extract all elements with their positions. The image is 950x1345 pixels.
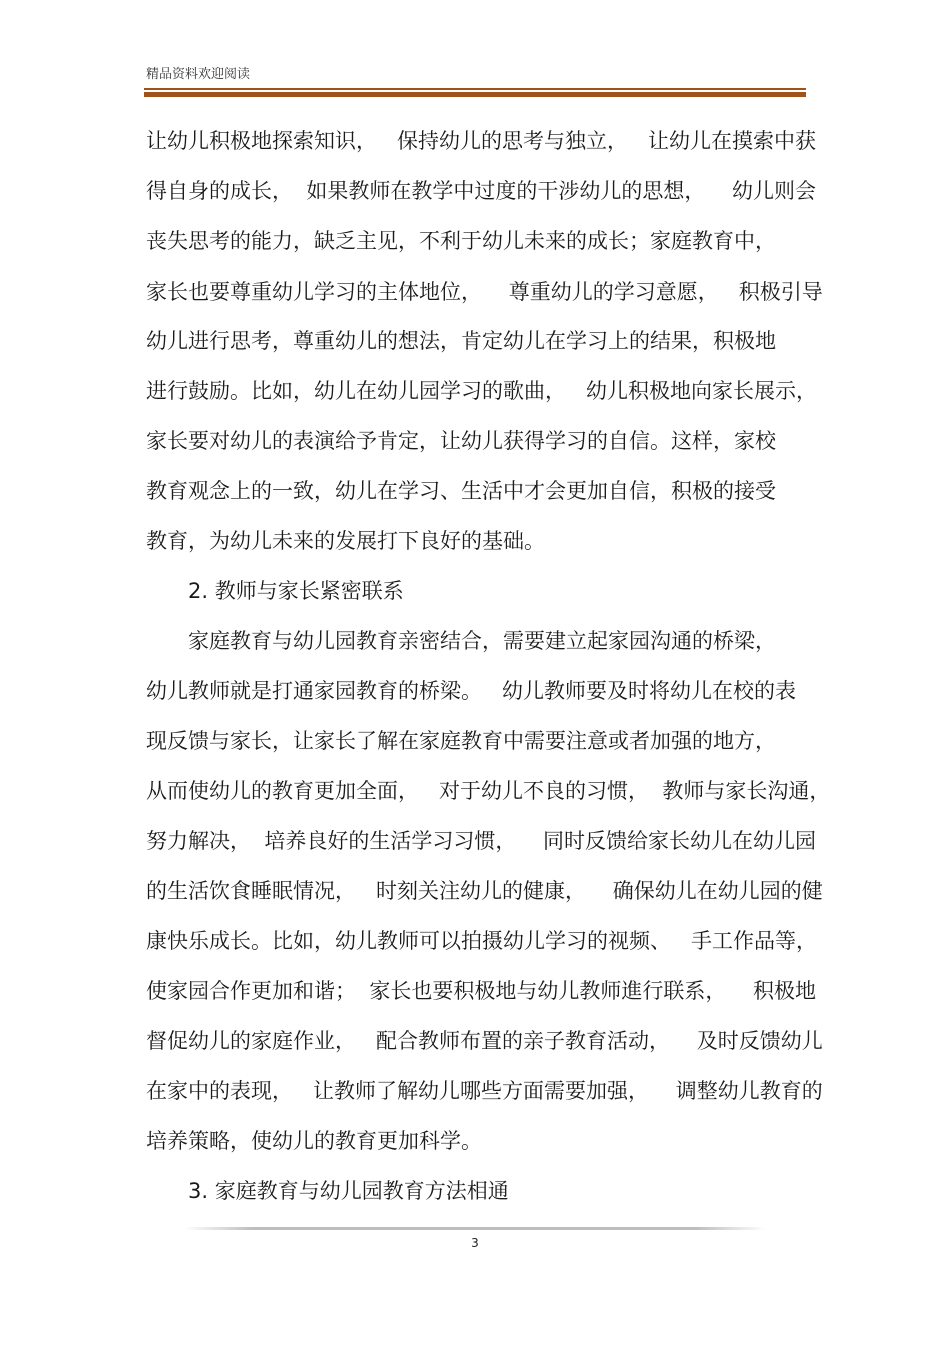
body-line: 教育观念上的一致，幼儿在学习、生活中才会更加自信，积极的接受 xyxy=(146,479,776,503)
body-line: 努力解决， 培养良好的生活学习习惯， 同时反馈给家长幼儿在幼儿园 xyxy=(146,829,817,853)
body-line: 丧失思考的能力，缺乏主见，不利于幼儿未来的成长；家庭教育中， xyxy=(146,229,776,253)
body-line: 督促幼儿的家庭作业， 配合教师布置的亲子教育活动， 及时反馈幼儿 xyxy=(146,1029,823,1053)
header-rule-thick xyxy=(144,92,806,97)
body-line: 培养策略，使幼儿的教育更加科学。 xyxy=(146,1129,482,1153)
body-line: 让幼儿积极地探索知识， 保持幼儿的思考与独立， 让幼儿在摸索中获 xyxy=(146,129,817,153)
body-line: 的生活饮食睡眠情况， 时刻关注幼儿的健康， 确保幼儿在幼儿园的健 xyxy=(146,879,823,903)
body-line: 家庭教育与幼儿园教育亲密结合，需要建立起家园沟通的桥梁， xyxy=(188,629,776,653)
body-line: 在家中的表现， 让教师了解幼儿哪些方面需要加强， 调整幼儿教育的 xyxy=(146,1079,823,1103)
body-line: 从而使幼儿的教育更加全面， 对于幼儿不良的习惯， 教师与家长沟通， xyxy=(146,779,831,803)
section-heading: 3. 家庭教育与幼儿园教育方法相通 xyxy=(188,1179,509,1203)
body-line: 现反馈与家长，让家长了解在家庭教育中需要注意或者加强的地方， xyxy=(146,729,776,753)
section-heading: 2. 教师与家长紧密联系 xyxy=(188,579,404,603)
header-rule-thin xyxy=(144,88,806,90)
body-line: 进行鼓励。比如，幼儿在幼儿园学习的歌曲， 幼儿积极地向家长展示， xyxy=(146,379,818,403)
body-line: 幼儿进行思考，尊重幼儿的想法，肯定幼儿在学习上的结果，积极地 xyxy=(146,329,776,353)
body-line: 康快乐成长。比如，幼儿教师可以拍摄幼儿学习的视频、 手工作品等， xyxy=(146,929,818,953)
body-line: 使家园合作更加和谐； 家长也要积极地与幼儿教师進行联系， 积极地 xyxy=(146,979,817,1003)
body-line: 家长要对幼儿的表演给予肯定，让幼儿获得学习的自信。这样，家校 xyxy=(146,429,776,453)
page-number: 3 xyxy=(471,1236,479,1250)
footer-rule xyxy=(184,1227,766,1230)
body-line: 教育，为幼儿未来的发展打下良好的基础。 xyxy=(146,529,545,553)
running-header: 精品资料欢迎阅读 xyxy=(146,67,251,82)
body-line: 家长也要尊重幼儿学习的主体地位， 尊重幼儿的学习意愿， 积极引导 xyxy=(146,280,823,304)
body-line: 幼儿教师就是打通家园教育的桥梁。 幼儿教师要及时将幼儿在校的表 xyxy=(146,679,797,703)
body-line: 得自身的成长， 如果教师在教学中过度的干涉幼儿的思想， 幼儿则会 xyxy=(146,179,817,203)
